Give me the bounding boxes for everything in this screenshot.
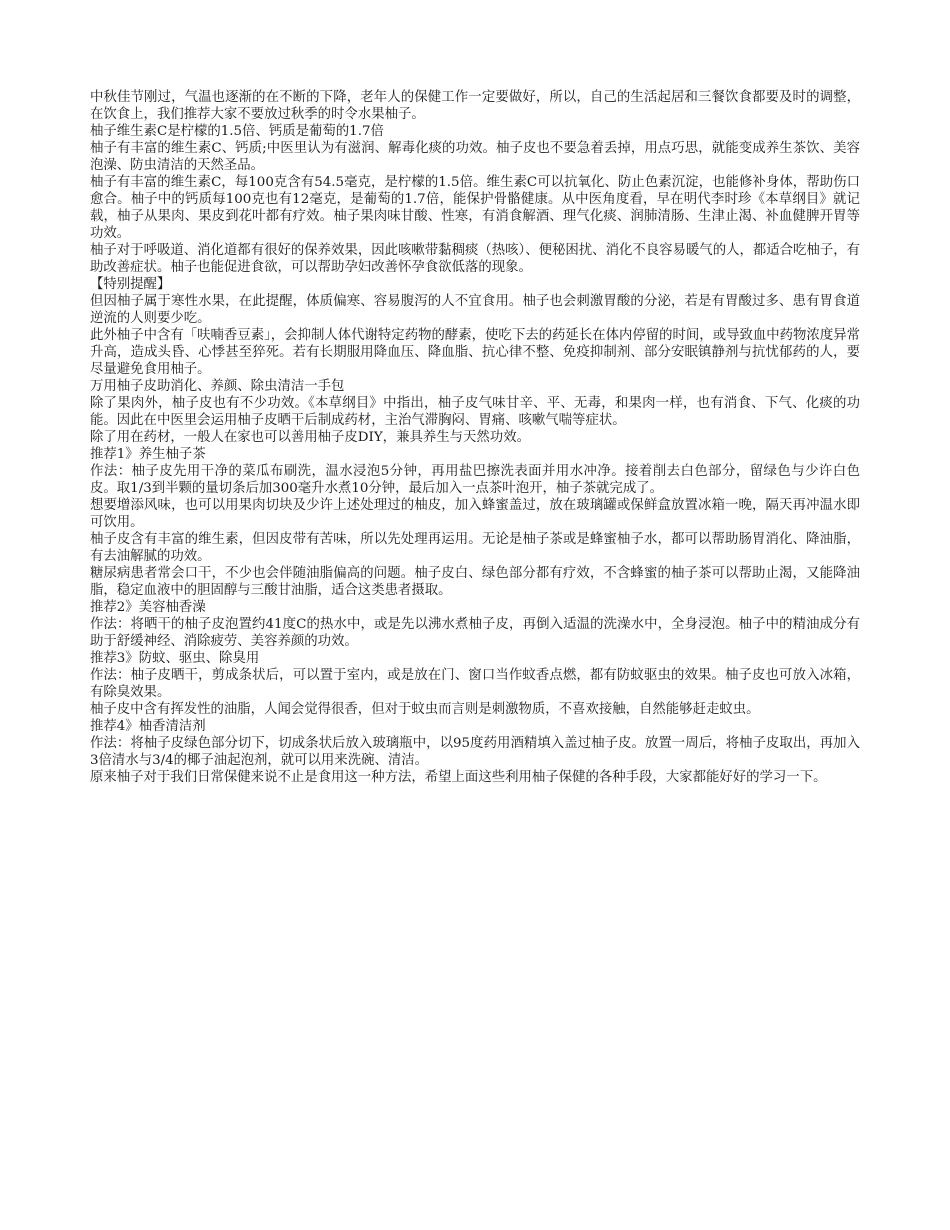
intro-paragraph: 中秋佳节刚过，气温也逐渐的在不断的下降，老年人的保健工作一定要做好，所以，自己的生活起居和三餐饮食都要及时的调整，在饮食上，我们推荐大家不要放过秋季的时令水果柚子。 [90,90,860,122]
paragraph: 想要增添风味，也可以用果肉切块及少许上述处理过的柚皮，加入蜂蜜盖过，放在玻璃罐或保鲜盒放置冰箱一晚，隔天再冲温水即可饮用。 [90,498,860,530]
paragraph: 柚子皮含有丰富的维生素，但因皮带有苦味，所以先处理再运用。无论是柚子茶或是蜂蜜柚子水，都可以帮助肠胃消化、降油脂，有去油解腻的功效。 [90,532,860,564]
closing-paragraph: 原来柚子对于我们日常保健来说不止是食用这一种方法，希望上面这些利用柚子保健的各种手段，大家都能好好的学习一下。 [90,770,827,785]
paragraph: 作法：将晒干的柚子皮泡置约41度C的热水中，或是先以沸水煮柚子皮，再倒入适温的洗澡水中，全身浸泡。柚子中的精油成分有助于舒缓神经、消除疲劳、美容养颜的功效。 [90,617,860,649]
document-body [90,89,860,786]
section-heading-reminder: 【特别提醒】 [90,277,171,292]
section-heading-recommend-2: 推荐2》美容柚香澡 [90,600,206,615]
paragraph: 作法：将柚子皮绿色部分切下，切成条状后放入玻璃瓶中，以95度药用酒精填入盖过柚子皮。放置一周后，将柚子皮取出，再加入3倍清水与3/4的椰子油起泡剂，就可以用来洗碗、清洁。 [90,736,860,768]
section-heading-recommend-3: 推荐3》防蚊、驱虫、除臭用 [90,651,260,666]
paragraph: 但因柚子属于寒性水果，在此提醒，体质偏寒、容易腹泻的人不宜食用。柚子也会刺激胃酸的分泌，若是有胃酸过多、患有胃食道逆流的人则要少吃。 [90,294,860,326]
section-heading-vitamin: 柚子维生素C是柠檬的1.5倍、钙质是葡萄的1.7倍 [90,124,384,139]
paragraph: 糖尿病患者常会口干，不少也会伴随油脂偏高的问题。柚子皮白、绿色部分都有疗效，不含蜂蜜的柚子茶可以帮助止渴，又能降油脂，稳定血液中的胆固醇与三酸甘油脂，适合这类患者摄取。 [90,566,860,598]
section-heading-recommend-1: 推荐1》养生柚子茶 [90,447,206,462]
section-heading-peel-uses: 万用柚子皮助消化、养颜、除虫清洁一手包 [90,379,345,394]
paragraph: 柚子皮中含有挥发性的油脂，人闻会觉得很香，但对于蚊虫而言则是刺激物质，不喜欢接触，自然能够赶走蚊虫。 [90,702,760,717]
section-heading-recommend-4: 推荐4》柚香清洁剂 [90,719,206,734]
paragraph: 作法：柚子皮先用干净的菜瓜布刷洗，温水浸泡5分钟，再用盐巴擦洗表面并用水冲净。接着削去白色部分，留绿色与少许白色皮。取1/3到半颗的量切条后加300毫升水煮10分钟，最后加入一点茶叶泡开，柚子茶就完成了。 [90,464,860,496]
paragraph: 柚子对于呼吸道、消化道都有很好的保养效果，因此咳嗽带黏稠痰（热咳）、便秘困扰、消化不良容易暖气的人，都适合吃柚子，有助改善症状。柚子也能促进食欲，可以帮助孕妇改善怀孕食欲低落的现象。 [90,243,860,275]
paragraph: 此外柚子中含有「呋喃香豆素」，会抑制人体代谢特定药物的酵素，使吃下去的药延长在体内停留的时间，或导致血中药物浓度异常升高，造成头昏、心悸甚至猝死。若有长期服用降血压、降血脂、抗心律不整、免疫抑制剂、部分安眠镇静剂与抗忧郁药的人，要尽量避免食用柚子。 [90,328,860,377]
paragraph: 作法：柚子皮晒干，剪成条状后，可以置于室内，或是放在门、窗口当作蚊香点燃，都有防蚊驱虫的效果。柚子皮也可放入冰箱，有除臭效果。 [90,668,860,700]
paragraph: 柚子有丰富的维生素C，每100克含有54.5毫克，是柠檬的1.5倍。维生素C可以抗氧化、防止色素沉淀，也能修补身体，帮助伤口愈合。柚子中的钙质每100克也有12毫克，是葡萄的1.7倍，能保护骨骼健康。从中医角度看，早在明代李时珍《本草纲目》就记载，柚子从果肉、果皮到花叶都有疗效。柚子果肉味甘酸、性寒，有消食解酒、理气化痰、润肺清肠、生津止渴、补血健脾开胃等功效。 [90,175,860,241]
paragraph: 柚子有丰富的维生素C、钙质;中医里认为有滋润、解毒化痰的功效。柚子皮也不要急着丢掉，用点巧思，就能变成养生茶饮、美容泡澡、防虫清洁的天然圣品。 [90,141,860,173]
paragraph: 除了果肉外，柚子皮也有不少功效。《本草纲目》中指出，柚子皮气味甘辛、平、无毒，和果肉一样，也有消食、下气、化痰的功能。因此在中医里会运用柚子皮晒干后制成药材，主治气滞胸闷、胃痛、咳嗽气喘等症状。 [90,396,860,428]
paragraph: 除了用在药材，一般人在家也可以善用柚子皮DIY，兼具养生与天然功效。 [90,430,530,445]
